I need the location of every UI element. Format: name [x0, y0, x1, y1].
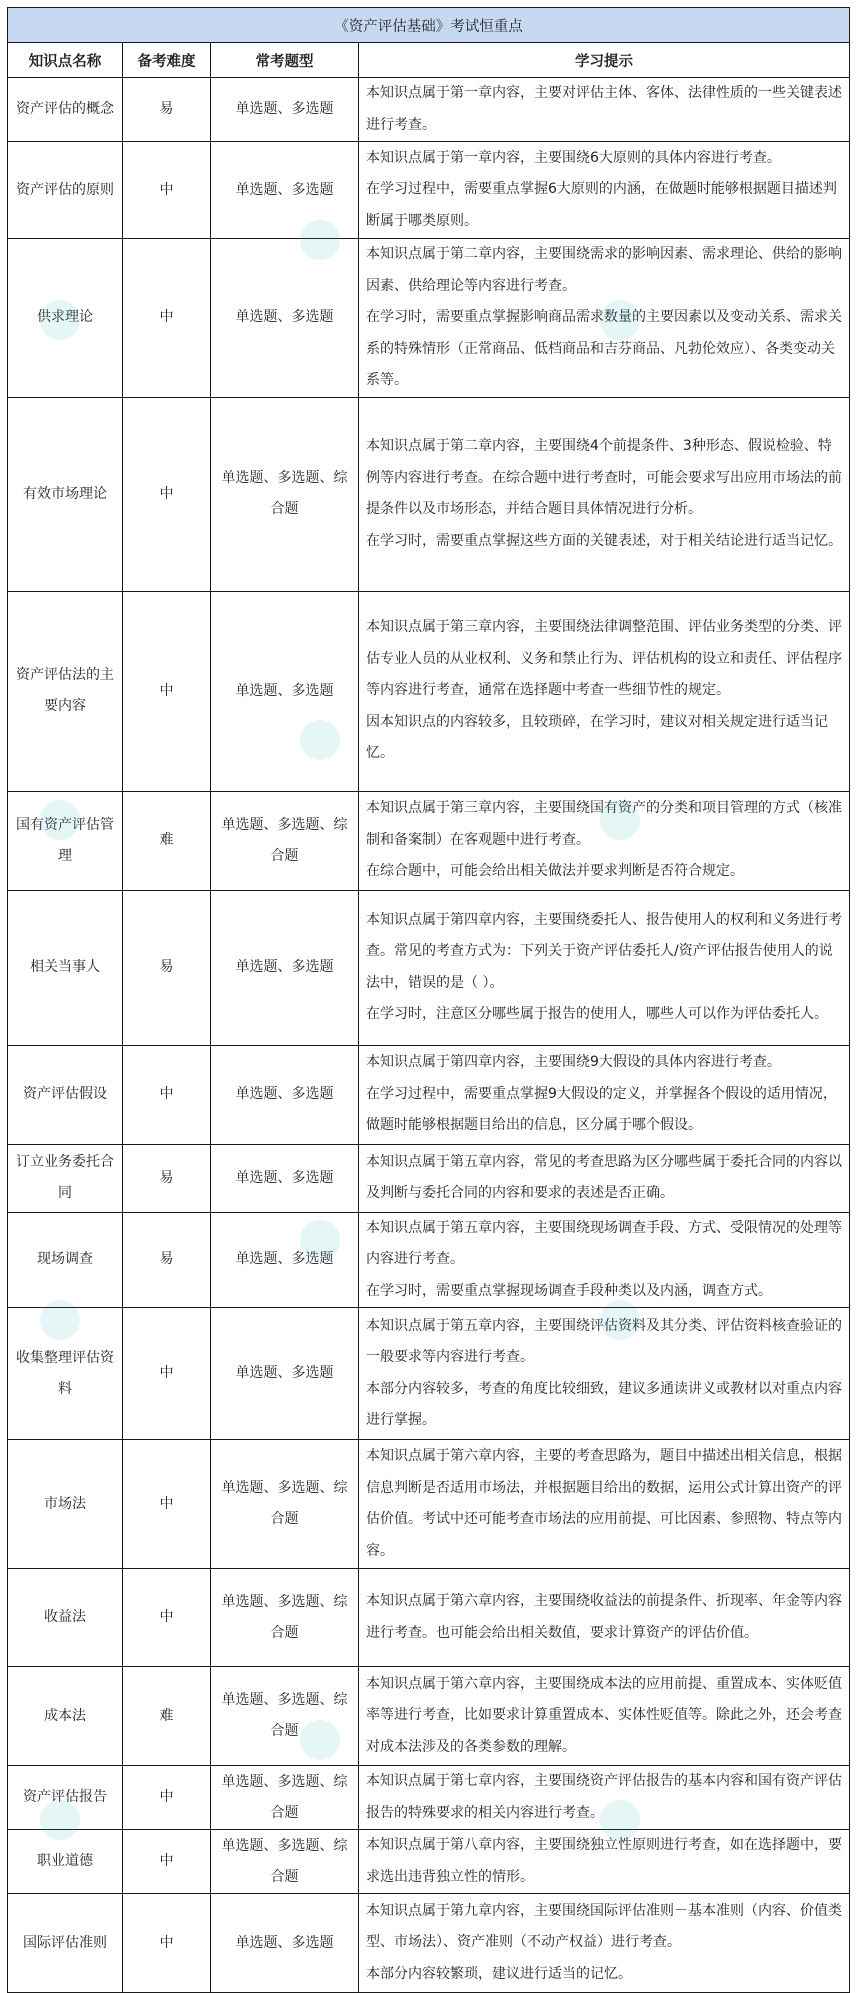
study-tips: [359, 239, 850, 398]
study-tip-paragraph: 本知识点属于第二章内容，主要围绕需求的影响因素、需求理论、供给的影响因素、供给理论等内容进行考查。: [366, 246, 842, 294]
table-row: [8, 1667, 850, 1766]
table-header-row: [8, 43, 850, 78]
table-row: [8, 1894, 850, 1993]
question-type: 单选题、多选题: [211, 78, 359, 142]
study-tip-paragraph: 在学习过程中，需要重点掌握9大假设的定义，并掌握各个假设的适用情况，做题时能够根据题目给出的信息，区分属于哪个假设。: [366, 1085, 837, 1134]
question-type: 单选题、多选题、综合题: [211, 1569, 359, 1667]
difficulty-level: 难: [123, 791, 211, 890]
table-row: [8, 397, 850, 591]
study-tip-paragraph: 本知识点属于第一章内容，主要围绕6大原则的具体内容进行考查。: [366, 149, 781, 166]
knowledge-point-name: 资产评估假设: [8, 1045, 123, 1144]
knowledge-point-name: 市场法: [8, 1440, 123, 1569]
study-tip-paragraph: 本知识点属于第九章内容，主要围绕国际评估准则－基本准则（内容、价值类型、市场法）、资产准则（不动产权益）进行考查。: [366, 1902, 842, 1951]
knowledge-point-name: 国有资产评估管理: [8, 791, 123, 890]
table-row: [8, 1830, 850, 1894]
study-tip-paragraph: 本知识点属于第六章内容，主要的考查思路为，题目中描述出相关信息，根据信息判断是否适用市场法，并根据题目给出的数据，运用公式计算出资产的评估价值。考试中还可能考查市场法的应用前提、可比因素、参照物、特点等内容。: [366, 1448, 842, 1559]
study-tips: [359, 1212, 850, 1308]
study-tip-paragraph: 在学习时，需要重点掌握现场调查手段种类以及内涵，调查方式。: [366, 1282, 772, 1299]
study-tips: [359, 791, 850, 890]
knowledge-point-name: 成本法: [8, 1667, 123, 1766]
study-tip-paragraph: 本知识点属于第六章内容，主要围绕收益法的前提条件、折现率、年金等内容进行考查。也可能会给出相关数值，要求计算资产的评估价值。: [366, 1593, 842, 1641]
question-type: 单选题、多选题: [211, 890, 359, 1045]
exam-key-points-table: [7, 7, 850, 1993]
difficulty-level: 中: [123, 1569, 211, 1667]
study-tips: [359, 1667, 850, 1766]
question-type: 单选题、多选题: [211, 1212, 359, 1308]
study-tip-paragraph: 因本知识点的内容较多，且较琐碎，在学习时，建议对相关规定进行适当记忆。: [366, 713, 828, 762]
study-tip-paragraph: 本知识点属于第六章内容，主要围绕成本法的应用前提、重置成本、实体贬值率等进行考查，比如要求计算重置成本、实体性贬值等。除此之外，还会考查对成本法涉及的各类参数的理解。: [366, 1675, 842, 1755]
table-row: [8, 1766, 850, 1830]
question-type: 单选题、多选题、综合题: [211, 791, 359, 890]
table-row: [8, 591, 850, 791]
table-row: [8, 1045, 850, 1144]
exam-key-points-table-container: [7, 7, 849, 1993]
study-tip-paragraph: 本知识点属于第八章内容，主要围绕独立性原则进行考查，如在选择题中，要求选出违背独立性的情形。: [366, 1837, 842, 1885]
table-row: [8, 142, 850, 239]
table-row: [8, 78, 850, 142]
study-tips: [359, 1045, 850, 1144]
question-type: 单选题、多选题、综合题: [211, 1667, 359, 1766]
knowledge-point-name: 订立业务委托合同: [8, 1144, 123, 1212]
question-type: 单选题、多选题: [211, 239, 359, 398]
question-type: 单选题、多选题: [211, 142, 359, 239]
study-tips: [359, 1569, 850, 1667]
question-type: 单选题、多选题、综合题: [211, 1440, 359, 1569]
study-tip-paragraph: 在学习时，需要重点掌握影响商品需求数量的主要因素以及变动关系、需求关系的特殊情形（正常商品、低档商品和吉芬商品、凡勃伦效应）、各类变动关系等。: [366, 309, 842, 388]
difficulty-level: 中: [123, 142, 211, 239]
study-tips: [359, 1894, 850, 1993]
study-tip-paragraph: 本知识点属于第二章内容，主要围绕4个前提条件、3种形态、假说检验、特例等内容进行考查。在综合题中进行考查时，可能会要求写出应用市场法的前提条件以及市场形态，并结合题目具体情况进行分析。: [366, 438, 842, 517]
header-question-type: 常考题型: [211, 43, 359, 78]
difficulty-level: 中: [123, 591, 211, 791]
study-tip-paragraph: 本知识点属于第四章内容，主要围绕委托人、报告使用人的权利和义务进行考查。常见的考查方式为：下列关于资产评估委托人/资产评估报告使用人的说法中，错误的是（ ）。: [366, 911, 842, 991]
study-tips: [359, 1144, 850, 1212]
table-row: [8, 1569, 850, 1667]
difficulty-level: 难: [123, 1667, 211, 1766]
table-row: [8, 1308, 850, 1440]
difficulty-level: 易: [123, 1212, 211, 1308]
difficulty-level: 易: [123, 78, 211, 142]
difficulty-level: 中: [123, 397, 211, 591]
difficulty-level: 易: [123, 890, 211, 1045]
table-row: [8, 1144, 850, 1212]
study-tips: [359, 591, 850, 791]
study-tip-paragraph: 在综合题中，可能会给出相关做法并要求判断是否符合规定。: [366, 863, 744, 880]
study-tips: [359, 142, 850, 239]
difficulty-level: 中: [123, 1894, 211, 1993]
study-tips: [359, 397, 850, 591]
knowledge-point-name: 资产评估的原则: [8, 142, 123, 239]
knowledge-point-name: 资产评估的概念: [8, 78, 123, 142]
study-tip-paragraph: 本部分内容较多，考查的角度比较细致，建议多通读讲义或教材以对重点内容进行掌握。: [366, 1380, 842, 1428]
question-type: 单选题、多选题: [211, 1045, 359, 1144]
table-row: [8, 890, 850, 1045]
difficulty-level: 中: [123, 1308, 211, 1440]
study-tip-paragraph: 本部分内容较繁琐，建议进行适当的记忆。: [366, 1965, 632, 1982]
knowledge-point-name: 供求理论: [8, 239, 123, 398]
table-row: [8, 791, 850, 890]
knowledge-point-name: 资产评估报告: [8, 1766, 123, 1830]
study-tip-paragraph: 本知识点属于第四章内容，主要围绕9大假设的具体内容进行考查。: [366, 1054, 781, 1071]
study-tips: [359, 1766, 850, 1830]
header-difficulty: 备考难度: [123, 43, 211, 78]
knowledge-point-name: 收益法: [8, 1569, 123, 1667]
study-tips: [359, 890, 850, 1045]
study-tip-paragraph: 本知识点属于第三章内容，主要围绕国有资产的分类和项目管理的方式（核准制和备案制）在客观题中进行考查。: [366, 800, 842, 848]
study-tips: [359, 1308, 850, 1440]
study-tips: [359, 1830, 850, 1894]
knowledge-point-name: 现场调查: [8, 1212, 123, 1308]
difficulty-level: 中: [123, 1766, 211, 1830]
difficulty-level: 易: [123, 1144, 211, 1212]
knowledge-point-name: 职业道德: [8, 1830, 123, 1894]
question-type: 单选题、多选题: [211, 1144, 359, 1212]
study-tip-paragraph: 本知识点属于第五章内容，常见的考查思路为区分哪些属于委托合同的内容以及判断与委托合同的内容和要求的表述是否正确。: [366, 1153, 842, 1201]
study-tip-paragraph: 本知识点属于第七章内容，主要围绕资产评估报告的基本内容和国有资产评估报告的特殊要求的相关内容进行考查。: [366, 1773, 842, 1821]
knowledge-point-name: 有效市场理论: [8, 397, 123, 591]
knowledge-point-name: 相关当事人: [8, 890, 123, 1045]
question-type: 单选题、多选题、综合题: [211, 1830, 359, 1894]
study-tip-paragraph: 本知识点属于第五章内容，主要围绕现场调查手段、方式、受限情况的处理等内容进行考查。: [366, 1219, 842, 1267]
study-tips: [359, 78, 850, 142]
difficulty-level: 中: [123, 1830, 211, 1894]
question-type: 单选题、多选题: [211, 1894, 359, 1993]
study-tip-paragraph: 本知识点属于第一章内容，主要对评估主体、客体、法律性质的一些关键表述进行考查。: [366, 85, 842, 133]
table-title-row: [8, 8, 850, 43]
table-row: [8, 1212, 850, 1308]
study-tip-paragraph: 在学习过程中，需要重点掌握6大原则的内涵，在做题时能够根据题目描述判断属于哪类原则。: [366, 181, 837, 229]
header-knowledge-point: 知识点名称: [8, 43, 123, 78]
question-type: 单选题、多选题: [211, 591, 359, 791]
table-row: [8, 1440, 850, 1569]
question-type: 单选题、多选题: [211, 1308, 359, 1440]
question-type: 单选题、多选题、综合题: [211, 397, 359, 591]
study-tip-paragraph: 本知识点属于第三章内容，主要围绕法律调整范围、评估业务类型的分类、评估专业人员的从业权利、义务和禁止行为、评估机构的设立和责任、评估程序等内容进行考查，通常在选择题中考查一些细节性的规定。: [366, 619, 842, 699]
difficulty-level: 中: [123, 1045, 211, 1144]
study-tip-paragraph: 在学习时，注意区分哪些属于报告的使用人，哪些人可以作为评估委托人。: [366, 1006, 828, 1022]
study-tip-paragraph: 在学习时，需要重点掌握这些方面的关键表述，对于相关结论进行适当记忆。: [366, 532, 842, 549]
study-tips: [359, 1440, 850, 1569]
study-tip-paragraph: 本知识点属于第五章内容，主要围绕评估资料及其分类、评估资料核查验证的一般要求等内容进行考查。: [366, 1317, 842, 1365]
knowledge-point-name: 资产评估法的主要内容: [8, 591, 123, 791]
knowledge-point-name: 国际评估准则: [8, 1894, 123, 1993]
table-row: [8, 239, 850, 398]
difficulty-level: 中: [123, 239, 211, 398]
header-study-tips: 学习提示: [359, 43, 850, 78]
difficulty-level: 中: [123, 1440, 211, 1569]
table-title: 《资产评估基础》考试恒重点: [8, 8, 850, 43]
table-body: [8, 78, 850, 1993]
knowledge-point-name: 收集整理评估资料: [8, 1308, 123, 1440]
question-type: 单选题、多选题、综合题: [211, 1766, 359, 1830]
